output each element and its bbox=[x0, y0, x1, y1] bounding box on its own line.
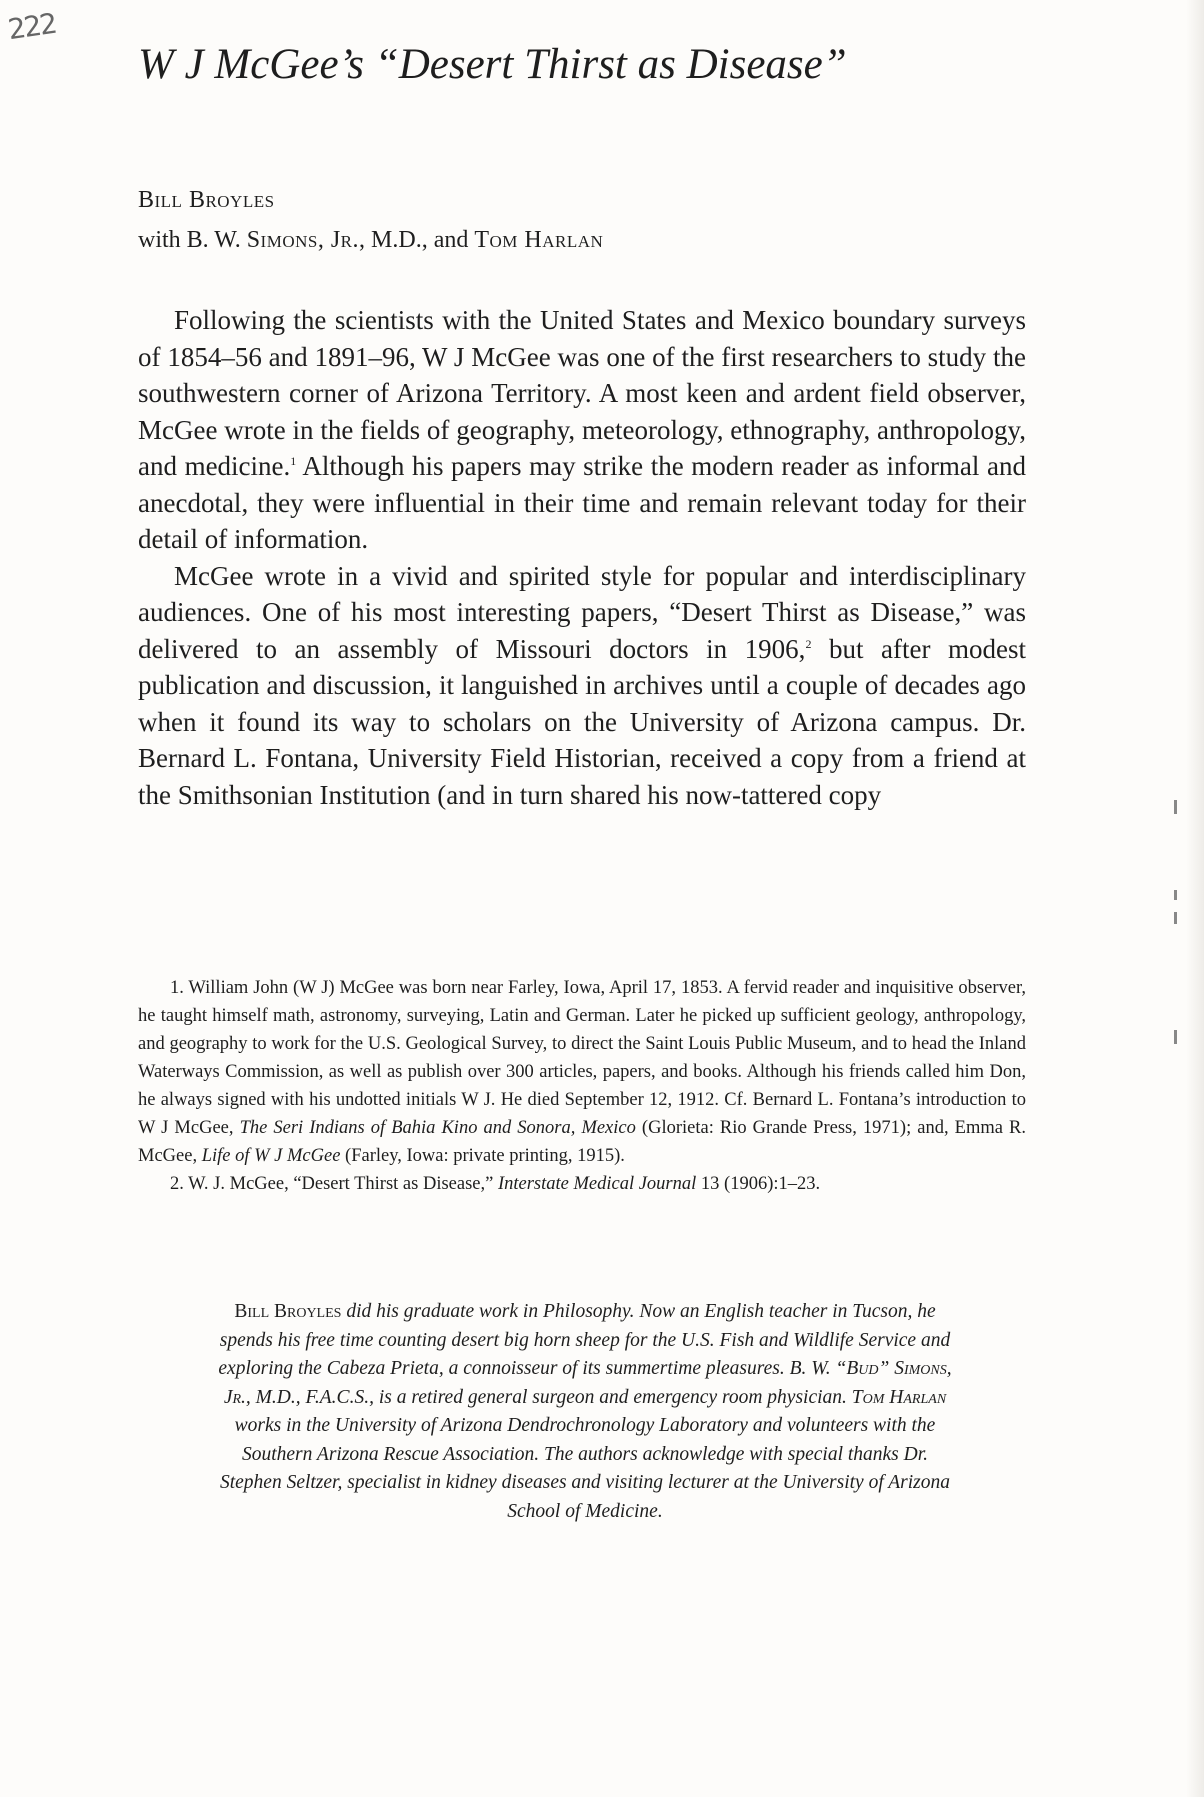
footnote-text: 13 (1906):1–23. bbox=[696, 1174, 821, 1194]
footnote-text: 1. William John (W J) McGee was born near Farley, Iowa, April 17, 1853. A fervid reader and inquisitive observer, he taught himself math, astronomy, surveying, Latin and German. Later he picked up sufficient geology, anthropology, and geography to work for the U.S. Geological Survey, to direct the Saint Louis Public Museum, and to head the Inland Waterways Commission, as well as publish over 300 articles, papers, and books. Although his friends called him Don, he always signed with his undotted initials W J. He died September 12, 1912. Cf. Bernard L. Fontana’s introduction to W J McGee, bbox=[138, 978, 1026, 1138]
bio-name-simons: Simons, Jr., M.D., F.A.C.S., bbox=[223, 1358, 952, 1408]
bio-name-harlan: Tom Harlan bbox=[851, 1386, 947, 1408]
bio-text: did his graduate work in Philosophy. Now an English teacher in Tucson, he spends his free time counting desert big horn sheep for the U.S. Fish and Wildlife Service and exploring the Cabeza Prieta, a connoisseur of its summertime pleasures. B. W. “ bbox=[218, 1301, 951, 1379]
body-paragraph-2 bbox=[138, 558, 1026, 814]
body-paragraph-1 bbox=[138, 302, 1026, 558]
co-authors bbox=[138, 220, 1038, 260]
article-body bbox=[138, 302, 1026, 813]
scan-artifacts bbox=[1174, 800, 1180, 1060]
page-number: 222 bbox=[5, 6, 58, 47]
primary-author bbox=[138, 180, 1038, 220]
paragraph-text: but after modest publication and discussion, it languished in archives until a couple of decades ago when it found its way to scholars on the University of Arizona campus. Dr. Bernard L. Fontana, University Field Historian, received a copy from a friend at the Smithsonian Institution (and in turn shared his now-tattered copy bbox=[138, 633, 1026, 810]
author-bio bbox=[215, 1298, 955, 1526]
footnote-text: (Glorieta: Rio Grande Press, 1971); and, Emma R. McGee, bbox=[138, 1118, 1026, 1166]
article-title: W J McGee’s “Desert Thirst as Disease” bbox=[138, 41, 847, 88]
book-title: Life of W J McGee bbox=[201, 1146, 341, 1166]
bio-text: is a retired general surgeon and emergency room physician. bbox=[373, 1386, 852, 1408]
footnote-2 bbox=[138, 1170, 1026, 1198]
book-title: The Seri Indians of Bahia Kino and Sonora, Mexico bbox=[239, 1118, 636, 1138]
footnote-text: (Farley, Iowa: private printing, 1915). bbox=[340, 1146, 625, 1166]
author-name-simons: Simons, Jr. bbox=[246, 227, 360, 253]
page-edge-shadow bbox=[1186, 0, 1204, 1797]
bio-text: works in the University of Arizona Dendrochronology Laboratory and volunteers with the Southern Arizona Rescue Association. The authors acknowledge with special thanks Dr. Stephen Seltzer, specialist in kidney diseases and visiting lecturer at the University of Arizona School of Medicine. bbox=[219, 1415, 951, 1522]
footnote-ref-1: 1 bbox=[290, 454, 297, 468]
bio-nickname: Bud bbox=[846, 1358, 879, 1379]
author-name-harlan: Tom Harlan bbox=[474, 227, 604, 253]
paragraph-text: Although his papers may strike the modern reader as informal and anecdotal, they were influential in their time and remain relevant today for their detail of information. bbox=[138, 451, 1026, 554]
bio-name-broyles: Bill Broyles bbox=[234, 1301, 342, 1322]
footnote-text: 2. W. J. McGee, “Desert Thirst as Disease,” bbox=[170, 1174, 498, 1194]
bio-text: ” bbox=[878, 1358, 895, 1379]
footnote-1 bbox=[138, 974, 1026, 1170]
paragraph-text: McGee wrote in a vivid and spirited style for popular and interdisciplinary audiences. One of his most interesting papers, “Desert Thirst as Disease,” was delivered to an assembly of Missouri doctors in 1906, bbox=[138, 560, 1026, 664]
footnote-ref-2: 2 bbox=[805, 636, 812, 651]
co-author-prefix: with B. W. bbox=[138, 227, 247, 253]
co-author-mid: , M.D., and bbox=[359, 227, 475, 253]
journal-title: Interstate Medical Journal bbox=[497, 1174, 697, 1194]
footnotes bbox=[138, 974, 1026, 1198]
paragraph-text: Following the scientists with the United States and Mexico boundary surveys of 1854–56 and 1891–96, W J McGee was one of the first researchers to study the southwestern corner of Arizona Territory. A most keen and ardent field observer, McGee wrote in the fields of geography, meteorology, ethnography, anthropology, and medicine. bbox=[138, 305, 1026, 481]
author-block bbox=[138, 180, 1038, 260]
author-name-broyles: Bill Broyles bbox=[138, 187, 275, 213]
